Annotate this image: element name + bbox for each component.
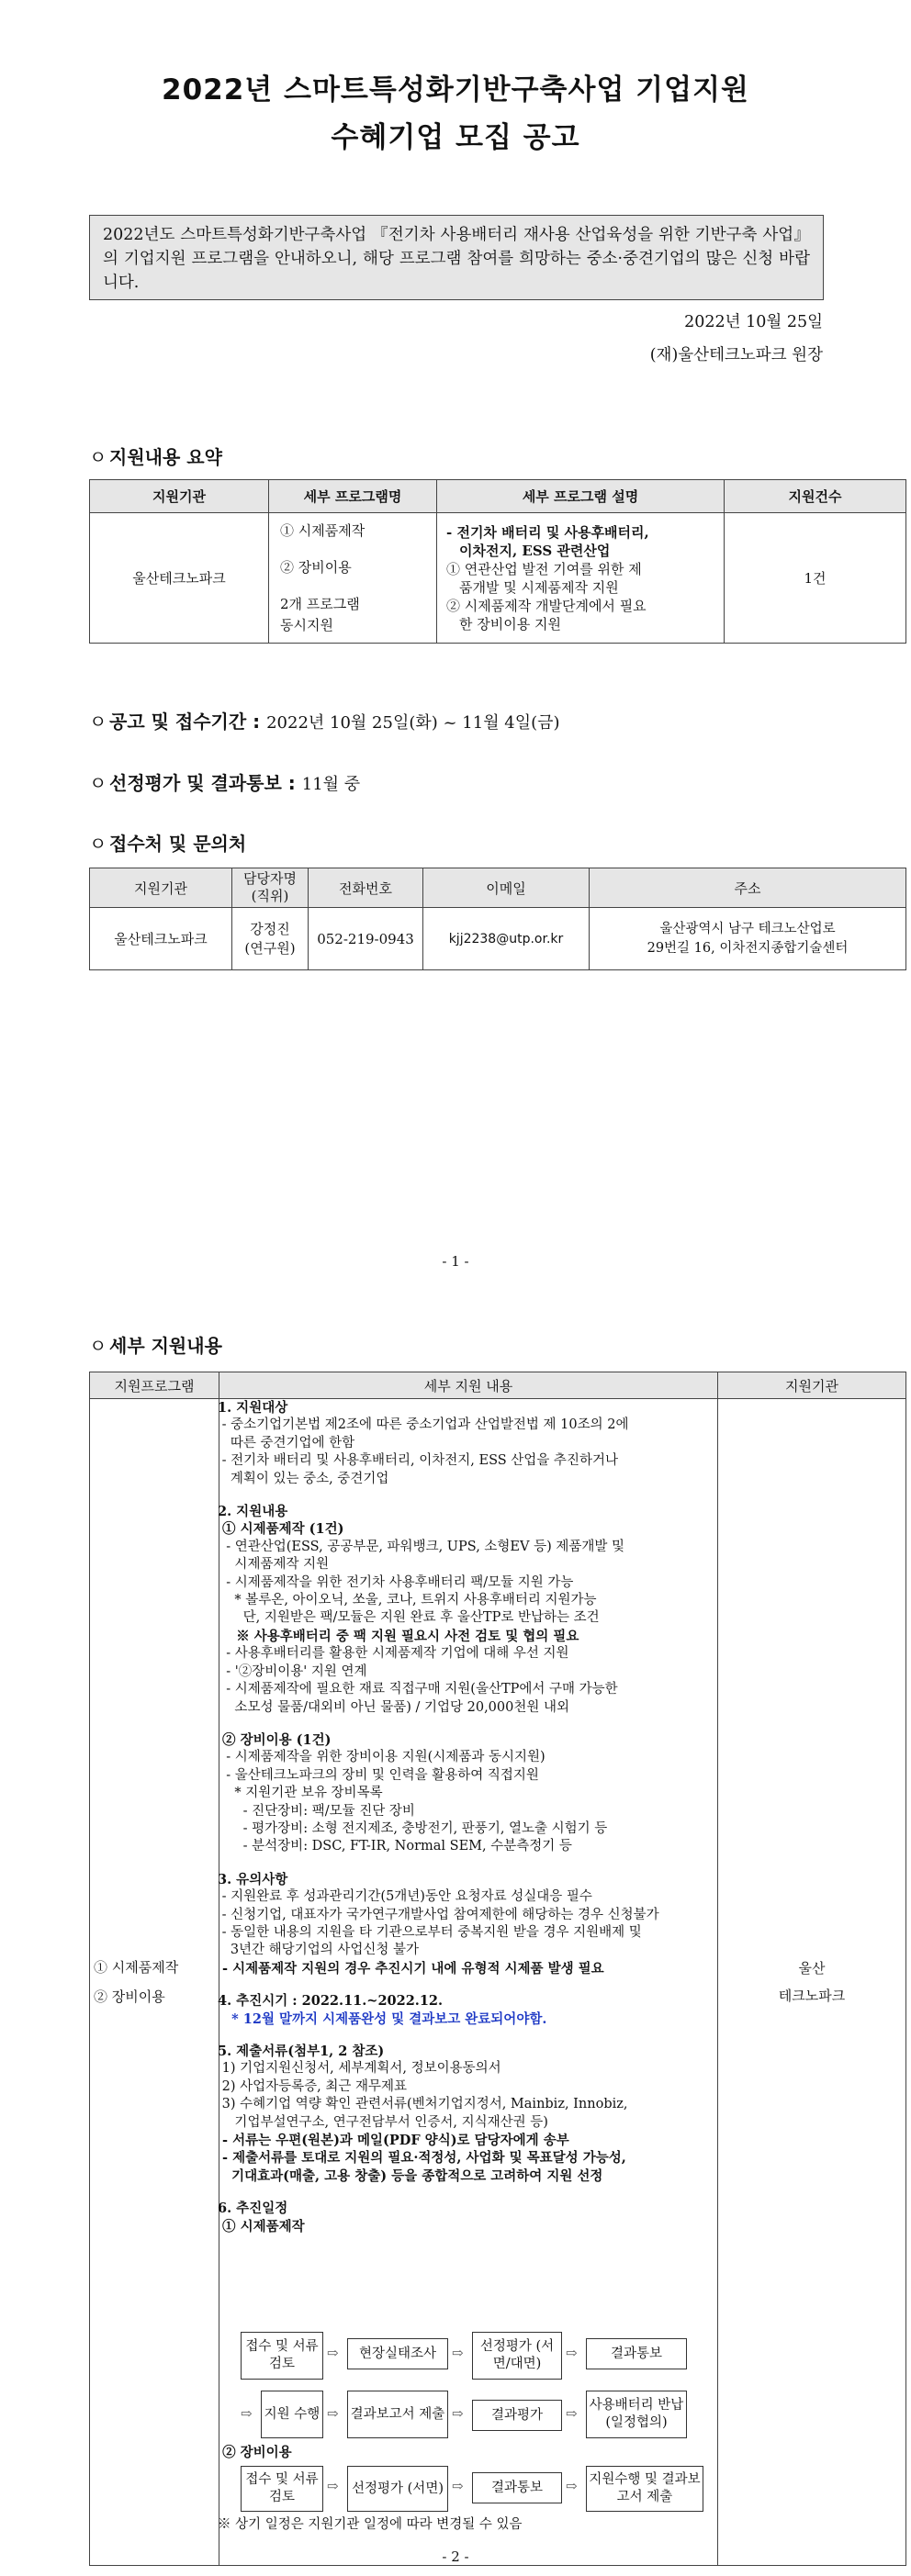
detail-line: 3) 수혜기업 역량 확인 관련서류(벤처기업지정서, Mainbiz, Innobiz, — [218, 2097, 628, 2112]
contact-heading: ㅇ 접수처 및 문의처 — [89, 833, 247, 855]
detail-heading: ㅇ 세부 지원내용 — [89, 1335, 222, 1357]
detail-line: - 지원완료 후 성과관리기간(5개년)동안 요청자료 성실대응 필수 — [218, 1889, 592, 1905]
summary-programs: ① 시제품제작 ② 장비이용 2개 프로그램 동시지원 — [269, 513, 437, 644]
detail-line: - 분석장비: DSC, FT-IR, Normal SEM, 수분측정기 등 — [218, 1839, 572, 1854]
detail-line: - 평가장비: 소형 전지제조, 충방전기, 판풍기, 열노출 시험기 등 — [218, 1820, 608, 1836]
arrow-right-icon: ⇨ — [241, 2405, 253, 2422]
arrow-right-icon: ⇨ — [327, 2345, 339, 2361]
detail-line: - '②장비이용' 지원 연계 — [218, 1663, 367, 1679]
detail-line: * 지원기관 보유 장비목록 — [218, 1786, 383, 1801]
flow1-step7: 결과평가 — [472, 2400, 562, 2431]
flow2-step3: 결과통보 — [472, 2472, 562, 2503]
detail-line: - 동일한 내용의 지원을 타 기관으로부터 중복지원 받을 경우 지원배제 및 — [218, 1924, 642, 1940]
issuer: (재)울산테크노파크 원장 — [649, 346, 823, 364]
contact-table — [89, 868, 906, 970]
detail-line: 기대효과(매출, 고용 창출) 등을 종합적으로 고려하여 지원 선정 — [218, 2167, 603, 2184]
arrow-right-icon: ⇨ — [452, 2478, 464, 2494]
detail-line — [218, 1488, 714, 1503]
th-address: 주소 — [590, 868, 906, 908]
detail-line: - 울산테크노파크의 장비 및 인력을 활용하여 직접지원 — [218, 1767, 539, 1783]
flow1-step4: 결과통보 — [586, 2338, 687, 2369]
detail-line: - 신청기업, 대표자가 국가연구개발사업 참여제한에 해당하는 경우 신청불가 — [218, 1907, 659, 1922]
title-line-1: 2022년 스마트특성화기반구축사업 기업지원 — [162, 73, 749, 106]
detail-line: 시제품제작 지원 — [218, 1557, 330, 1573]
evaluation-line: ㅇ 선정평가 및 결과통보 : 11월 중 — [89, 772, 361, 794]
flow1-step5: 지원 수행 — [261, 2391, 323, 2438]
th-desc: 세부 프로그램 설명 — [437, 480, 725, 513]
contact-phone: 052-219-0943 — [309, 908, 423, 970]
title-line-2: 수혜기업 모집 공고 — [331, 121, 580, 154]
flow1-step1: 접수 및 서류검토 — [241, 2332, 323, 2380]
th-contact-org: 지원기관 — [90, 868, 232, 908]
th-count: 지원건수 — [725, 480, 906, 513]
detail-line: - 시제품제작을 위한 장비이용 지원(시제품과 동시지원) — [218, 1750, 545, 1765]
detail-line — [218, 2185, 714, 2200]
flow1-step6: 결과보고서 제출 — [347, 2391, 448, 2438]
detail-line: 6. 추진일정 — [218, 2201, 288, 2217]
detail-line — [218, 1977, 714, 1992]
detail-org: 울산 테크노파크 — [718, 1399, 906, 2566]
contact-org: 울산테크노파크 — [90, 908, 232, 970]
th-org: 지원기관 — [90, 480, 269, 513]
th-detail-org: 지원기관 — [718, 1372, 906, 1399]
detail-line — [218, 1856, 714, 1871]
th-contact-name: 담당자명 (직위) — [232, 868, 309, 908]
period-line: ㅇ 공고 및 접수기간 : 2022년 10월 25일(화) ~ 11월 4일(금) — [89, 711, 560, 733]
detail-line: 4. 추진시기 : 2022.11.~2022.12. — [218, 1993, 444, 2010]
summary-table — [89, 479, 906, 644]
arrow-right-icon: ⇨ — [566, 2405, 578, 2422]
detail-line: - 연관산업(ESS, 공공부문, 파워뱅크, UPS, 소형EV 등) 제품개발 및 — [218, 1539, 625, 1554]
detail-line: 단, 지원받은 팩/모듈은 지원 완료 후 울산TP로 반납하는 조건 — [218, 1610, 600, 1626]
detail-line: - 중소기업기본법 제2조에 따른 중소기업과 산업발전법 제 10조의 2에 — [218, 1417, 629, 1433]
flow2-step4: 지원수행 및 결과보고서 제출 — [586, 2466, 703, 2512]
arrow-right-icon: ⇨ — [327, 2405, 339, 2422]
detail-line: 따른 중견기업에 한함 — [218, 1435, 355, 1450]
detail-line: - 제출서류를 토대로 지원의 필요·적정성, 사업화 및 목표달성 가능성, — [218, 2150, 626, 2167]
detail-line: 3. 유의사항 — [218, 1871, 288, 1887]
equipment-schedule-label: ② 장비이용 — [222, 2445, 292, 2460]
detail-text — [218, 1399, 714, 2235]
summary-org: 울산테크노파크 — [90, 513, 269, 644]
th-phone: 전화번호 — [309, 868, 423, 908]
detail-line: - 사용후배터리를 활용한 시제품제작 기업에 대해 우선 지원 — [218, 1646, 569, 1662]
detail-line: - 진단장비: 팩/모듈 진단 장비 — [218, 1803, 415, 1819]
bullet-icon: ㅇ — [89, 446, 107, 468]
arrow-right-icon: ⇨ — [566, 2345, 578, 2361]
arrow-right-icon: ⇨ — [452, 2405, 464, 2422]
detail-line — [218, 1717, 714, 1731]
detail-line: * 볼루온, 아이오닉, 쏘울, 코나, 트위지 사용후배터리 지원가능 — [218, 1593, 597, 1608]
detail-line: - 시제품제작에 필요한 재료 직접구매 지원(울산TP에서 구매 가능한 — [218, 1682, 618, 1697]
contact-person: 강정진 (연구원) — [232, 908, 309, 970]
detail-line: - 서류는 우편(원본)과 메일(PDF 양식)로 담당자에게 송부 — [218, 2133, 569, 2149]
contact-address: 울산광역시 남구 테크노산업로 29번길 16, 이차전지종합기술센터 — [590, 908, 906, 970]
arrow-right-icon: ⇨ — [452, 2345, 464, 2361]
summary-desc: - 전기차 배터리 및 사용후배터리, 이차전지, ESS 관련산업 ① 연관산업 발전 기여를 위한 제 품개발 및 시제품제작 지원 ② 시제품제작 개발단계에서 필요 한 장비이용 지원 — [437, 513, 725, 644]
detail-line: ② 장비이용 (1건) — [218, 1731, 332, 1748]
detail-programs: ① 시제품제작 ② 장비이용 — [90, 1399, 219, 2566]
announcement-date: 2022년 10월 25일 — [684, 313, 823, 331]
arrow-right-icon: ⇨ — [566, 2478, 578, 2494]
detail-line: 기업부설연구소, 연구전담부서 인증서, 지식재산권 등) — [218, 2114, 548, 2130]
flow1-step2: 현장실태조사 — [347, 2338, 448, 2369]
summary-count: 1건 — [725, 513, 906, 644]
detail-line: 계획이 있는 중소, 중견기업 — [218, 1471, 389, 1486]
detail-line: * 12월 말까지 시제품완성 및 결과보고 완료되어야함. — [218, 2010, 547, 2027]
th-detail-content: 세부 지원 내용 — [219, 1372, 718, 1399]
detail-line: - 시제품제작 지원의 경우 추진시기 내에 유형적 시제품 발생 필요 — [218, 1960, 604, 1977]
intro-box: 2022년도 스마트특성화기반구축사업 『전기차 사용배터리 재사용 산업육성을 위한 기반구축 사업』의 기업지원 프로그램을 안내하오니, 해당 프로그램 참여를 희망하는 중소·중견기업의 많은 신청 바랍니다. — [89, 215, 824, 300]
th-detail-program: 지원프로그램 — [90, 1372, 219, 1399]
detail-line: 소모성 물품/대외비 아닌 물품) / 기업당 20,000천원 내외 — [218, 1699, 569, 1715]
detail-line: 1) 기업지원신청서, 세부계획서, 정보이용동의서 — [218, 2061, 501, 2077]
detail-line: 2. 지원내용 — [218, 1504, 288, 1520]
arrow-right-icon: ⇨ — [327, 2478, 339, 2494]
flow2-step1: 접수 및 서류검토 — [241, 2466, 323, 2512]
flow2-step2: 선정평가 (서면) — [347, 2466, 448, 2512]
detail-line — [218, 2028, 714, 2043]
detail-line: 5. 제출서류(첨부1, 2 참조) — [218, 2044, 385, 2059]
flow1-step8: 사용배터리 반납(일정협의) — [586, 2391, 687, 2438]
contact-email[interactable]: kjj2238@utp.or.kr — [423, 908, 590, 970]
th-program: 세부 프로그램명 — [269, 480, 437, 513]
detail-line: ① 시제품제작 (1건) — [218, 1521, 344, 1538]
detail-line: 3년간 해당기업의 사업신청 불가 — [218, 1943, 419, 1958]
flow1-step3: 선정평가 (서면/대면) — [472, 2332, 562, 2380]
detail-line: ① 시제품제작 — [218, 2218, 305, 2234]
summary-heading: ㅇ 지원내용 요약 — [89, 442, 222, 469]
detail-line: 1. 지원대상 — [218, 1400, 288, 1416]
detail-line: - 전기차 배터리 및 사용후배터리, 이차전지, ESS 산업을 추진하거나 — [218, 1453, 618, 1469]
detail-line: 2) 사업자등록증, 최근 재무제표 — [218, 2078, 408, 2094]
page-number-2: - 2 - — [442, 2548, 469, 2565]
detail-line: ※ 사용후배터리 중 팩 지원 필요시 사전 검토 및 협의 필요 — [218, 1628, 579, 1644]
detail-line: - 시제품제작을 위한 전기차 사용후배터리 팩/모듈 지원 가능 — [218, 1574, 574, 1590]
page-number-1: - 1 - — [442, 1253, 469, 1270]
th-email: 이메일 — [423, 868, 590, 908]
schedule-note: ※ 상기 일정은 지원기관 일정에 따라 변경될 수 있음 — [218, 2517, 523, 2532]
